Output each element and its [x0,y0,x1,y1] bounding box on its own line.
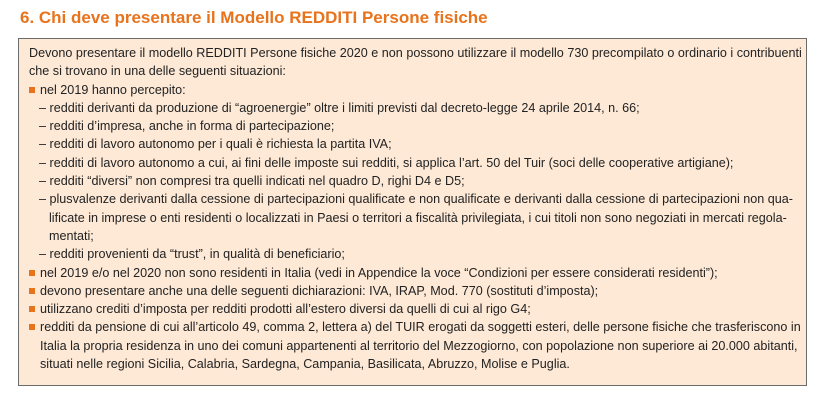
intro-line: che si trovano in una delle seguenti situazioni: [29,64,286,79]
square-bullet-icon [29,288,35,294]
sub-list-item: – redditi provenienti da “trust”, in qualità di beneficiario; [39,247,345,262]
list-item [29,300,806,318]
sub-list-item: – redditi “diversi” non compresi tra quelli indicati nel quadro D, righi D4 e D5; [39,174,465,189]
sub-list-item-continuation: mentati; [49,228,94,243]
list-item-text: devono presentare anche una delle seguenti dichiarazioni: IVA, IRAP, Mod. 770 (sostituti d’imposta); [40,283,599,298]
list-item [29,282,806,300]
list-item-continuation: situati nelle regioni Sicilia, Calabria, Sardegna, Campania, Basilicata, Abruzzo, Molise e Puglia. [40,357,570,372]
sub-list-item: – redditi derivanti da produzione di “agroenergie” oltre i limiti previsti dal decreto-legge 24 aprile 2014, n. 66; [39,100,640,115]
list-item [29,81,806,99]
sub-list-item-continuation: lificate in imprese o enti residenti o localizzati in Paesi o territori a fiscalità privilegiata, i cui titoli non sono negoziati in mercati regola- [49,210,787,225]
list-item-text: nel 2019 e/o nel 2020 non sono residenti in Italia (vedi in Appendice la voce “Condizioni per essere considerati residenti”); [40,265,718,280]
square-bullet-icon [29,324,35,330]
list-item-continuation: Italia la propria residenza in uno dei comuni appartenenti al territorio del Mezzogiorno, con popolazione non superiore ai 20.000 abitanti, [40,338,798,353]
square-bullet-icon [29,306,35,312]
list-item-text: nel 2019 hanno percepito: [40,82,186,97]
list-item [29,318,806,336]
sub-list-item: – redditi di lavoro autonomo per i quali è richiesta la partita IVA; [39,137,392,152]
list-item-text: utilizzano crediti d’imposta per redditi prodotti all’estero diversi da quelli di cui al rigo G4; [40,302,531,317]
list-item [29,264,806,282]
sub-list-item: – redditi di lavoro autonomo a cui, ai fini delle imposte sui redditi, si applica l’art. 50 del Tuir (soci delle cooperative artigiane); [39,155,734,170]
sub-list-item: – plusvalenze derivanti dalla cessione di partecipazioni qualificate e non qualificate e derivanti dalla cessione di partecipazioni non qua- [39,192,794,207]
square-bullet-icon [29,87,35,93]
section-heading: 6. Chi deve presentare il Modello REDDITI Persone fisiche [20,8,488,27]
square-bullet-icon [29,270,35,276]
sub-list-item: – redditi d’impresa, anche in forma di partecipazione; [39,119,335,134]
intro-line: Devono presentare il modello REDDITI Persone fisiche 2020 e non possono utilizzare il modello 730 precompilato o ordinario i contribuenti [29,46,802,60]
info-box [18,38,807,386]
list-item-text: redditi da pensione di cui all’articolo 49, comma 2, lettera a) del TUIR erogati da soggetti esteri, delle persone fisiche che trasferiscono in [40,320,801,335]
